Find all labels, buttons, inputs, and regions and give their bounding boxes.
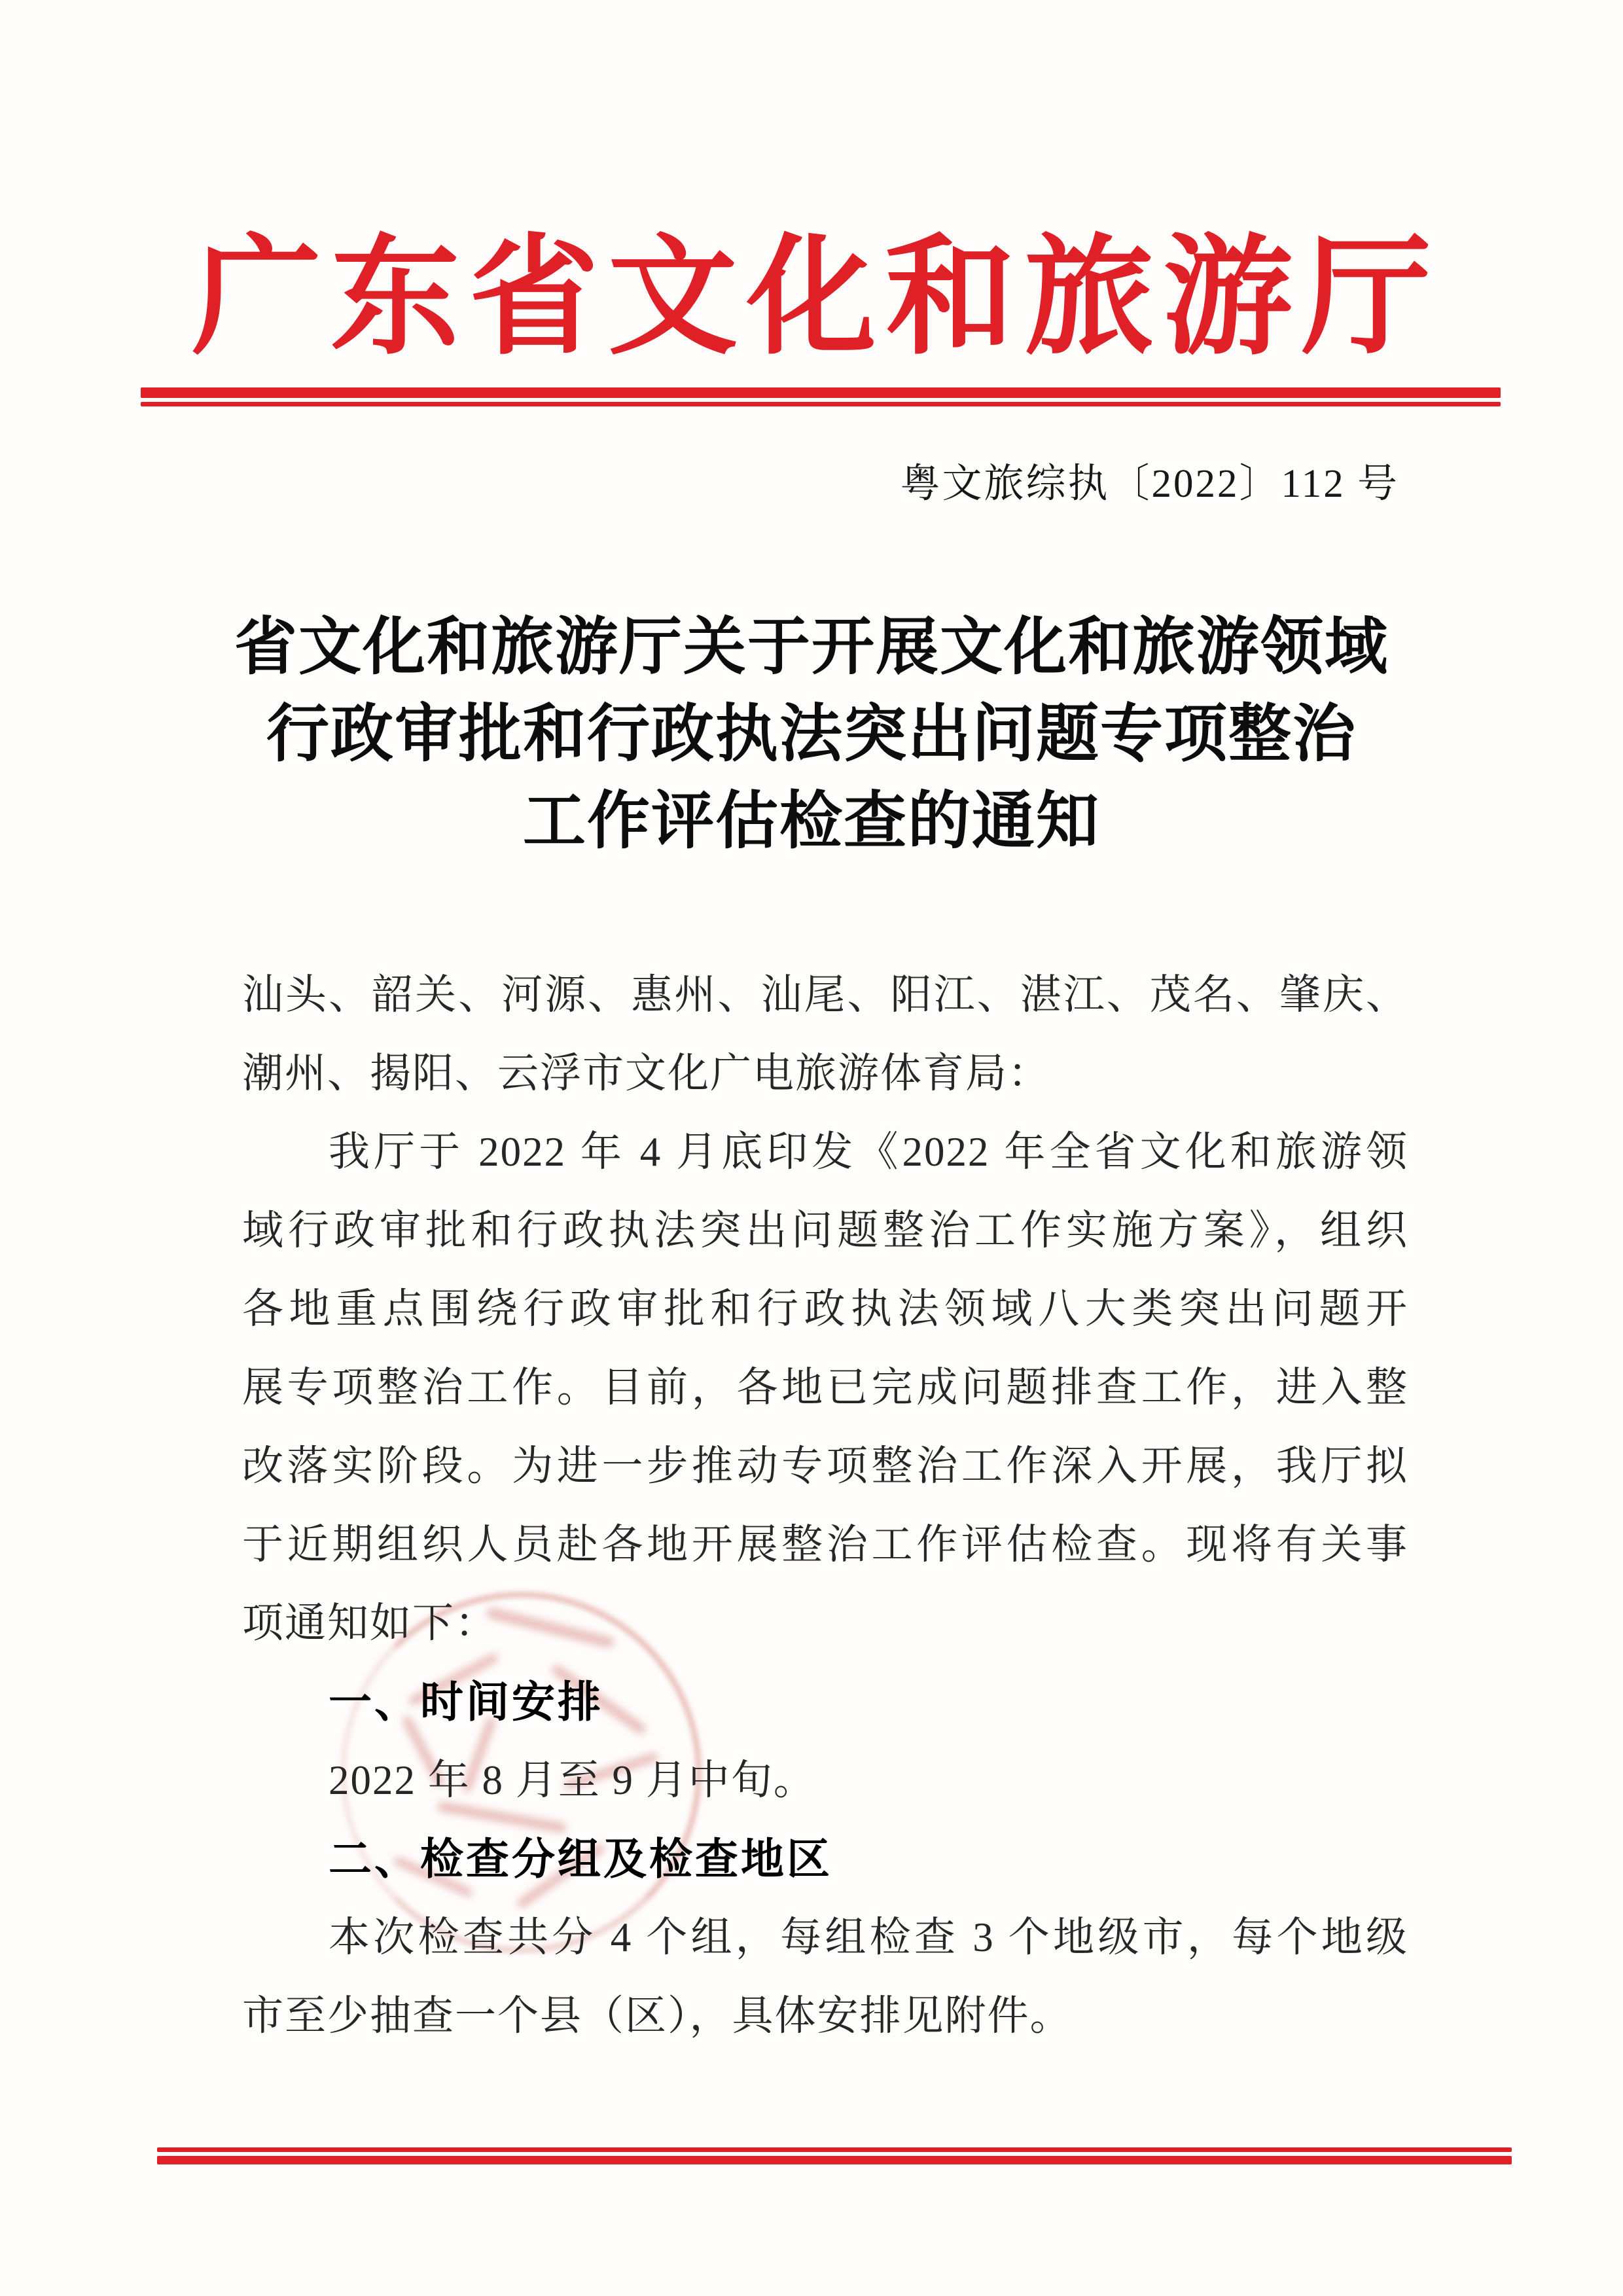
body-line: 展专项整治工作。目前，各地已完成问题排查工作，进入整 [242, 1365, 1408, 1410]
body-line: 本次检查共分 4 个组，每组检查 3 个地级市，每个地级 [329, 1914, 1408, 1960]
footer-rule-thick [157, 2156, 1512, 2164]
letterhead-rule-thin [141, 402, 1501, 406]
body-line: 域行政审批和行政执法突出问题整治工作实施方案》，组织 [242, 1208, 1408, 1253]
body-line: 2022 年 8 月至 9 月中旬。 [329, 1757, 816, 1803]
doc-number: 粤文旅综执〔2022〕112 号 [900, 462, 1399, 506]
body-line: 项通知如下： [242, 1600, 497, 1646]
document-title [0, 603, 1623, 865]
letterhead-agency-name: 广东省文化和旅游厅 [192, 226, 1440, 370]
document-title-line: 省文化和旅游厅关于开展文化和旅游领域 [234, 612, 1389, 682]
document-title-line: 行政审批和行政执法突出问题专项整治 [266, 699, 1357, 769]
body-line: 汕头、韶关、河源、惠州、汕尾、阳江、湛江、茂名、肇庆、 [242, 972, 1408, 1018]
body-line: 于近期组织人员赴各地开展整治工作评估检查。现将有关事 [242, 1522, 1408, 1568]
letterhead-rule-thick [141, 387, 1501, 398]
document-title-line: 工作评估检查的通知 [523, 786, 1100, 856]
footer-rule-thin [157, 2147, 1512, 2152]
document-body [242, 956, 1408, 2055]
section-heading-time: 一、时间安排 [329, 1677, 603, 1726]
body-line: 潮州、揭阳、云浮市文化广电旅游体育局： [242, 1050, 1050, 1096]
body-line: 各地重点围绕行政审批和行政执法领域八大类突出问题开 [242, 1286, 1408, 1332]
body-line: 我厅于 2022 年 4 月底印发《2022 年全省文化和旅游领 [329, 1129, 1408, 1175]
body-line: 市至少抽查一个县（区），具体安排见附件。 [242, 1993, 1073, 2039]
section-heading-groups: 二、检查分组及检查地区 [329, 1835, 832, 1883]
body-line: 改落实阶段。为进一步推动专项整治工作深入开展，我厅拟 [242, 1443, 1408, 1489]
